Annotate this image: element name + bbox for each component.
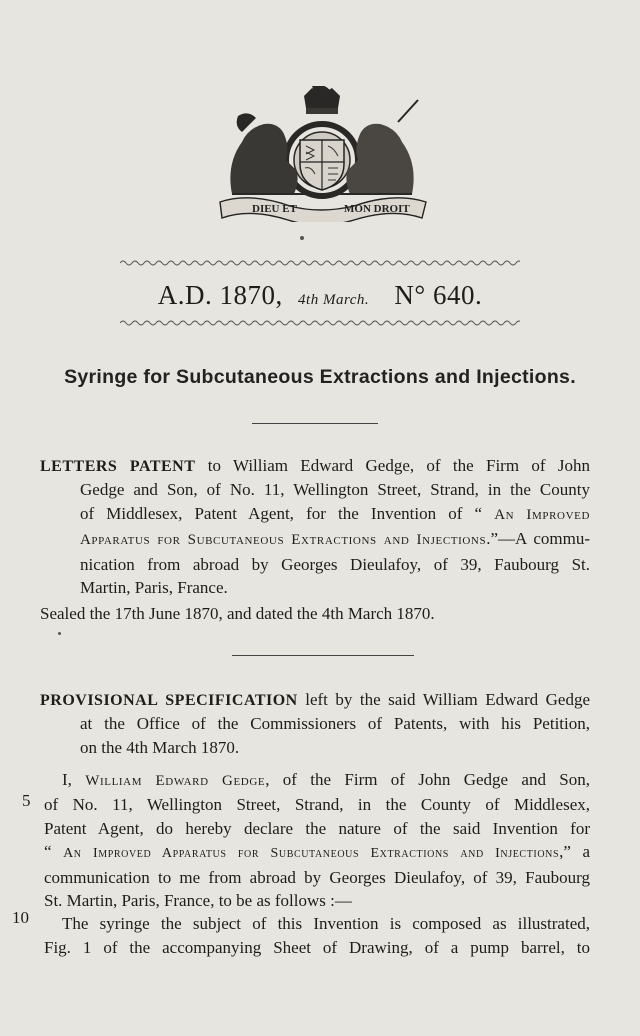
text-line: The syringe the subject of this Invention is composed as illustrated,	[62, 914, 590, 934]
text-line: communication to me from abroad by Georges Dieulafoy, of 39, Faubourg	[44, 867, 590, 887]
text-line: Fig. 1 of the accompanying Sheet of Drawing, of a pump barrel, to	[44, 937, 590, 957]
text-line: at the Office of the Commissioners of Patents, with his Petition,	[80, 714, 590, 734]
royal-coat-of-arms	[212, 86, 432, 222]
motto-right: MON DROIT	[344, 203, 410, 215]
document-title: Syringe for Subcutaneous Extractions and Injections.	[64, 366, 576, 388]
letters-patent-paragraph	[40, 454, 590, 599]
text-line: LETTERS PATENT to William Edward Gedge, of the Firm of John	[40, 456, 590, 475]
patent-date: 4th March.	[298, 292, 370, 308]
text-line: “ An Improved Apparatus for Subcutaneous Extractions and Injections,” a	[44, 842, 591, 862]
specification-body	[44, 768, 591, 959]
text-line: of Middlesex, Patent Agent, for the Invention of “ An Improved	[80, 503, 590, 523]
wavy-rule-bottom	[120, 318, 520, 328]
wavy-rule-top	[120, 258, 520, 268]
line-number: 5	[22, 791, 31, 810]
text-line: St. Martin, Paris, France, to be as follows :—	[44, 891, 352, 911]
ink-dot	[300, 236, 304, 240]
line-number: 10	[12, 908, 29, 927]
ink-dot	[58, 632, 61, 635]
text-line: Martin, Paris, France.	[80, 578, 228, 598]
patent-year: A.D. 1870,	[157, 280, 283, 310]
section-divider	[232, 655, 414, 656]
sealed-line: Sealed the 17th June 1870, and dated the 4th March 1870.	[40, 604, 435, 623]
text-line: of No. 11, Wellington Street, Strand, in the County of Middlesex,	[44, 795, 590, 815]
patent-number: N° 640.	[394, 280, 483, 310]
text-line: Gedge and Son, of No. 11, Wellington Street, Strand, in the County	[80, 480, 590, 500]
text-line: I, William Edward Gedge, of the Firm of John Gedge and Son,	[62, 770, 590, 789]
text-line: on the 4th March 1870.	[80, 737, 240, 757]
motto-left: DIEU ET	[252, 203, 297, 215]
text-line: PROVISIONAL SPECIFICATION left by the said William Edward Gedge	[40, 690, 591, 709]
patent-date-line	[0, 280, 640, 311]
provisional-specification-heading	[40, 688, 591, 759]
text-line: Patent Agent, do hereby declare the nature of the said Invention for	[44, 818, 590, 838]
text-line: Apparatus for Subcutaneous Extractions and Injections.”—A commu-	[80, 529, 590, 549]
text-line: nication from abroad by Georges Dieulafoy, of 39, Faubourg St.	[80, 554, 590, 574]
title-divider	[252, 423, 378, 424]
